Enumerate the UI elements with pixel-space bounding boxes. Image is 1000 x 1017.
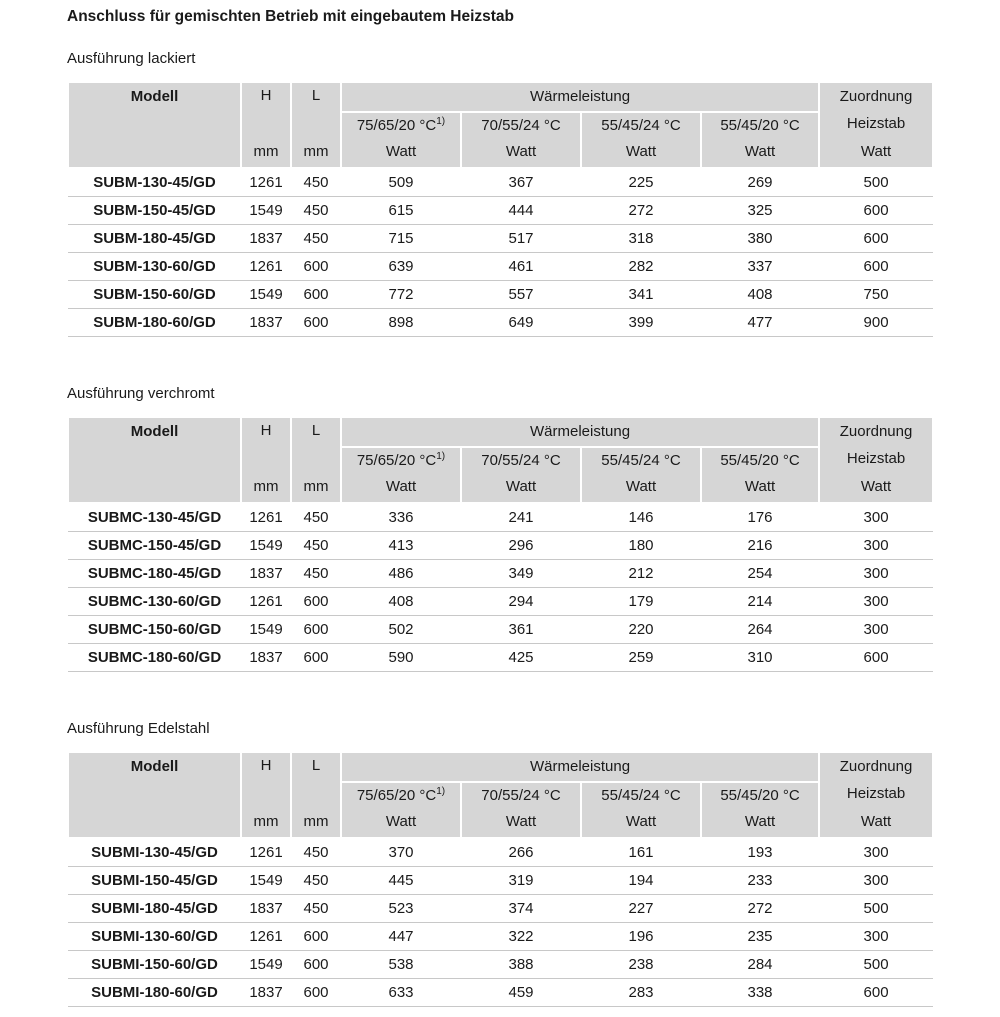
heizstab-cell: 900 — [819, 309, 933, 337]
header-temp-2 — [461, 782, 581, 838]
table-body-verchromt — [68, 503, 933, 672]
header-h-label: H — [260, 757, 272, 774]
length-cell: 600 — [291, 923, 341, 951]
length-cell: 600 — [291, 979, 341, 1007]
table-row — [68, 895, 933, 923]
header-l-unit: mm — [303, 478, 329, 495]
heizstab-cell: 600 — [819, 253, 933, 281]
watt-cell: 310 — [701, 644, 819, 672]
model-cell: SUBM-150-60/GD — [68, 281, 241, 309]
watt-cell: 336 — [341, 503, 461, 532]
header-temp-4-unit: Watt — [744, 143, 776, 160]
header-l-label: L — [311, 422, 321, 439]
header-l — [291, 82, 341, 168]
watt-cell: 318 — [581, 225, 701, 253]
watt-cell: 214 — [701, 588, 819, 616]
length-cell: 450 — [291, 895, 341, 923]
table-row — [68, 838, 933, 867]
header-temp-3-unit: Watt — [625, 478, 657, 495]
section-verchromt — [67, 385, 932, 672]
height-cell: 1837 — [241, 309, 291, 337]
watt-cell: 296 — [461, 532, 581, 560]
watt-cell: 233 — [701, 867, 819, 895]
spec-table-lackiert — [67, 81, 934, 337]
watt-cell: 272 — [581, 197, 701, 225]
header-zuordnung-line1: Zuordnung — [839, 423, 913, 440]
watt-cell: 772 — [341, 281, 461, 309]
watt-cell: 179 — [581, 588, 701, 616]
heizstab-cell: 600 — [819, 197, 933, 225]
height-cell: 1261 — [241, 838, 291, 867]
header-h-label: H — [260, 87, 272, 104]
heizstab-cell: 300 — [819, 532, 933, 560]
header-temp-2-unit: Watt — [505, 813, 537, 830]
watt-cell: 325 — [701, 197, 819, 225]
watt-cell: 509 — [341, 168, 461, 197]
length-cell: 450 — [291, 225, 341, 253]
table-row — [68, 588, 933, 616]
model-cell: SUBM-130-60/GD — [68, 253, 241, 281]
watt-cell: 517 — [461, 225, 581, 253]
watt-cell: 477 — [701, 309, 819, 337]
watt-cell: 425 — [461, 644, 581, 672]
table-row — [68, 281, 933, 309]
height-cell: 1837 — [241, 225, 291, 253]
height-cell: 1261 — [241, 588, 291, 616]
height-cell: 1837 — [241, 979, 291, 1007]
header-waermeleistung: Wärmeleistung — [341, 417, 819, 447]
watt-cell: 523 — [341, 895, 461, 923]
watt-cell: 639 — [341, 253, 461, 281]
watt-cell: 615 — [341, 197, 461, 225]
watt-cell: 282 — [581, 253, 701, 281]
header-zuordnung-line3: Watt — [860, 142, 892, 160]
header-l-label: L — [311, 87, 321, 104]
header-zuordnung — [819, 752, 933, 838]
length-cell: 600 — [291, 951, 341, 979]
heizstab-cell: 300 — [819, 867, 933, 895]
header-zuordnung-line2: Heizstab — [846, 450, 906, 468]
watt-cell: 445 — [341, 867, 461, 895]
watt-cell: 194 — [581, 867, 701, 895]
header-zuordnung — [819, 417, 933, 503]
table-header — [68, 417, 933, 503]
header-h-label: H — [260, 422, 272, 439]
watt-cell: 283 — [581, 979, 701, 1007]
header-zuordnung-line1: Zuordnung — [839, 758, 913, 775]
watt-cell: 337 — [701, 253, 819, 281]
header-l-label: L — [311, 757, 321, 774]
watt-cell: 161 — [581, 838, 701, 867]
model-cell: SUBMI-130-60/GD — [68, 923, 241, 951]
model-cell: SUBMI-180-45/GD — [68, 895, 241, 923]
watt-cell: 180 — [581, 532, 701, 560]
length-cell: 600 — [291, 281, 341, 309]
header-waermeleistung: Wärmeleistung — [341, 752, 819, 782]
watt-cell: 238 — [581, 951, 701, 979]
watt-cell: 590 — [341, 644, 461, 672]
watt-cell: 259 — [581, 644, 701, 672]
table-row — [68, 168, 933, 197]
watt-cell: 715 — [341, 225, 461, 253]
watt-cell: 649 — [461, 309, 581, 337]
header-temp-2-unit: Watt — [505, 143, 537, 160]
model-cell: SUBMC-180-60/GD — [68, 644, 241, 672]
table-row — [68, 616, 933, 644]
footnote-marker: 1) — [436, 451, 446, 462]
table-row — [68, 867, 933, 895]
height-cell: 1837 — [241, 895, 291, 923]
watt-cell: 212 — [581, 560, 701, 588]
header-h-unit: mm — [253, 143, 279, 160]
table-row — [68, 503, 933, 532]
header-h — [241, 417, 291, 503]
watt-cell: 225 — [581, 168, 701, 197]
header-temp-3 — [581, 447, 701, 503]
watt-cell: 338 — [701, 979, 819, 1007]
heizstab-cell: 300 — [819, 588, 933, 616]
model-cell: SUBMC-130-60/GD — [68, 588, 241, 616]
model-cell: SUBMC-150-60/GD — [68, 616, 241, 644]
header-temp-2 — [461, 447, 581, 503]
watt-cell: 254 — [701, 560, 819, 588]
header-h — [241, 752, 291, 838]
header-temp-4-unit: Watt — [744, 813, 776, 830]
watt-cell: 538 — [341, 951, 461, 979]
header-temp-2-label: 70/55/24 °C — [481, 117, 561, 134]
section-edelstahl — [67, 720, 932, 1007]
height-cell: 1549 — [241, 867, 291, 895]
watt-cell: 898 — [341, 309, 461, 337]
header-zuordnung-line1: Zuordnung — [839, 88, 913, 105]
watt-cell: 408 — [701, 281, 819, 309]
heizstab-cell: 600 — [819, 644, 933, 672]
watt-cell: 502 — [341, 616, 461, 644]
section-label-edelstahl: Ausführung Edelstahl — [67, 720, 210, 737]
height-cell: 1549 — [241, 951, 291, 979]
heizstab-cell: 300 — [819, 560, 933, 588]
height-cell: 1549 — [241, 197, 291, 225]
spec-table-verchromt — [67, 416, 934, 672]
watt-cell: 388 — [461, 951, 581, 979]
header-temp-4 — [701, 782, 819, 838]
watt-cell: 370 — [341, 838, 461, 867]
page-title: Anschluss für gemischten Betrieb mit eingebautem Heizstab — [67, 8, 515, 25]
watt-cell: 633 — [341, 979, 461, 1007]
header-temp-3-label: 55/45/24 °C — [601, 117, 681, 134]
header-temp-2-unit: Watt — [505, 478, 537, 495]
model-cell: SUBMC-130-45/GD — [68, 503, 241, 532]
watt-cell: 486 — [341, 560, 461, 588]
height-cell: 1837 — [241, 644, 291, 672]
length-cell: 600 — [291, 616, 341, 644]
watt-cell: 269 — [701, 168, 819, 197]
footnote-marker: 1) — [436, 786, 446, 797]
table-row — [68, 253, 933, 281]
watt-cell: 349 — [461, 560, 581, 588]
header-temp-1 — [341, 782, 461, 838]
watt-cell: 461 — [461, 253, 581, 281]
heizstab-cell: 300 — [819, 923, 933, 951]
table-row — [68, 225, 933, 253]
header-modell: Modell — [68, 82, 241, 168]
watt-cell: 220 — [581, 616, 701, 644]
table-header — [68, 752, 933, 838]
watt-cell: 272 — [701, 895, 819, 923]
table-header — [68, 82, 933, 168]
header-l-unit: mm — [303, 813, 329, 830]
height-cell: 1261 — [241, 168, 291, 197]
header-temp-1-unit: Watt — [385, 813, 417, 830]
watt-cell: 361 — [461, 616, 581, 644]
header-temp-1-unit: Watt — [385, 478, 417, 495]
length-cell: 600 — [291, 588, 341, 616]
table-row — [68, 951, 933, 979]
model-cell: SUBM-180-45/GD — [68, 225, 241, 253]
header-temp-4-unit: Watt — [744, 478, 776, 495]
header-temp-3-label: 55/45/24 °C — [601, 452, 681, 469]
watt-cell: 319 — [461, 867, 581, 895]
heizstab-cell: 300 — [819, 503, 933, 532]
table-row — [68, 979, 933, 1007]
table-row — [68, 309, 933, 337]
model-cell: SUBMI-150-60/GD — [68, 951, 241, 979]
header-temp-1 — [341, 112, 461, 168]
table-row — [68, 644, 933, 672]
section-lackiert — [67, 50, 932, 337]
table-row — [68, 560, 933, 588]
header-l — [291, 417, 341, 503]
watt-cell: 413 — [341, 532, 461, 560]
length-cell: 450 — [291, 838, 341, 867]
header-zuordnung-line3: Watt — [860, 812, 892, 830]
header-temp-3-unit: Watt — [625, 813, 657, 830]
table-body-edelstahl — [68, 838, 933, 1007]
heizstab-cell: 600 — [819, 979, 933, 1007]
model-cell: SUBM-130-45/GD — [68, 168, 241, 197]
table-row — [68, 923, 933, 951]
header-temp-1-label: 75/65/20 °C — [356, 117, 437, 134]
watt-cell: 444 — [461, 197, 581, 225]
watt-cell: 367 — [461, 168, 581, 197]
section-label-lackiert: Ausführung lackiert — [67, 50, 196, 67]
length-cell: 450 — [291, 532, 341, 560]
section-label-verchromt: Ausführung verchromt — [67, 385, 215, 402]
watt-cell: 322 — [461, 923, 581, 951]
height-cell: 1549 — [241, 281, 291, 309]
header-waermeleistung: Wärmeleistung — [341, 82, 819, 112]
height-cell: 1261 — [241, 503, 291, 532]
watt-cell: 196 — [581, 923, 701, 951]
header-temp-4 — [701, 112, 819, 168]
header-temp-1-label: 75/65/20 °C — [356, 787, 437, 804]
header-temp-1-unit: Watt — [385, 143, 417, 160]
header-h-unit: mm — [253, 478, 279, 495]
header-zuordnung-line2: Heizstab — [846, 115, 906, 133]
length-cell: 600 — [291, 644, 341, 672]
height-cell: 1549 — [241, 616, 291, 644]
height-cell: 1549 — [241, 532, 291, 560]
model-cell: SUBM-150-45/GD — [68, 197, 241, 225]
model-cell: SUBMI-130-45/GD — [68, 838, 241, 867]
header-temp-3-label: 55/45/24 °C — [601, 787, 681, 804]
length-cell: 600 — [291, 309, 341, 337]
heizstab-cell: 500 — [819, 895, 933, 923]
heizstab-cell: 500 — [819, 168, 933, 197]
header-zuordnung-line3: Watt — [860, 477, 892, 495]
table-row — [68, 532, 933, 560]
watt-cell: 447 — [341, 923, 461, 951]
header-modell: Modell — [68, 752, 241, 838]
watt-cell: 193 — [701, 838, 819, 867]
watt-cell: 294 — [461, 588, 581, 616]
header-temp-4-label: 55/45/20 °C — [720, 117, 800, 134]
header-l-unit: mm — [303, 143, 329, 160]
header-h-unit: mm — [253, 813, 279, 830]
footnote-marker: 1) — [436, 116, 446, 127]
heizstab-cell: 750 — [819, 281, 933, 309]
length-cell: 450 — [291, 560, 341, 588]
spec-table-edelstahl — [67, 751, 934, 1007]
length-cell: 450 — [291, 867, 341, 895]
header-modell: Modell — [68, 417, 241, 503]
heizstab-cell: 600 — [819, 225, 933, 253]
watt-cell: 341 — [581, 281, 701, 309]
height-cell: 1261 — [241, 923, 291, 951]
header-temp-4 — [701, 447, 819, 503]
length-cell: 450 — [291, 503, 341, 532]
header-temp-3 — [581, 112, 701, 168]
watt-cell: 235 — [701, 923, 819, 951]
model-cell: SUBM-180-60/GD — [68, 309, 241, 337]
model-cell: SUBMI-150-45/GD — [68, 867, 241, 895]
watt-cell: 284 — [701, 951, 819, 979]
length-cell: 450 — [291, 168, 341, 197]
watt-cell: 374 — [461, 895, 581, 923]
model-cell: SUBMC-150-45/GD — [68, 532, 241, 560]
heizstab-cell: 500 — [819, 951, 933, 979]
table-body-lackiert — [68, 168, 933, 337]
watt-cell: 459 — [461, 979, 581, 1007]
header-zuordnung — [819, 82, 933, 168]
heizstab-cell: 300 — [819, 616, 933, 644]
header-temp-3-unit: Watt — [625, 143, 657, 160]
header-l — [291, 752, 341, 838]
length-cell: 450 — [291, 197, 341, 225]
watt-cell: 216 — [701, 532, 819, 560]
watt-cell: 399 — [581, 309, 701, 337]
watt-cell: 146 — [581, 503, 701, 532]
header-temp-1 — [341, 447, 461, 503]
table-row — [68, 197, 933, 225]
height-cell: 1261 — [241, 253, 291, 281]
watt-cell: 380 — [701, 225, 819, 253]
header-temp-2 — [461, 112, 581, 168]
watt-cell: 227 — [581, 895, 701, 923]
height-cell: 1837 — [241, 560, 291, 588]
watt-cell: 266 — [461, 838, 581, 867]
model-cell: SUBMI-180-60/GD — [68, 979, 241, 1007]
header-temp-4-label: 55/45/20 °C — [720, 787, 800, 804]
watt-cell: 176 — [701, 503, 819, 532]
header-zuordnung-line2: Heizstab — [846, 785, 906, 803]
header-h — [241, 82, 291, 168]
header-temp-4-label: 55/45/20 °C — [720, 452, 800, 469]
watt-cell: 557 — [461, 281, 581, 309]
header-temp-3 — [581, 782, 701, 838]
watt-cell: 264 — [701, 616, 819, 644]
header-temp-2-label: 70/55/24 °C — [481, 452, 561, 469]
model-cell: SUBMC-180-45/GD — [68, 560, 241, 588]
length-cell: 600 — [291, 253, 341, 281]
header-temp-2-label: 70/55/24 °C — [481, 787, 561, 804]
heizstab-cell: 300 — [819, 838, 933, 867]
watt-cell: 241 — [461, 503, 581, 532]
watt-cell: 408 — [341, 588, 461, 616]
header-temp-1-label: 75/65/20 °C — [356, 452, 437, 469]
